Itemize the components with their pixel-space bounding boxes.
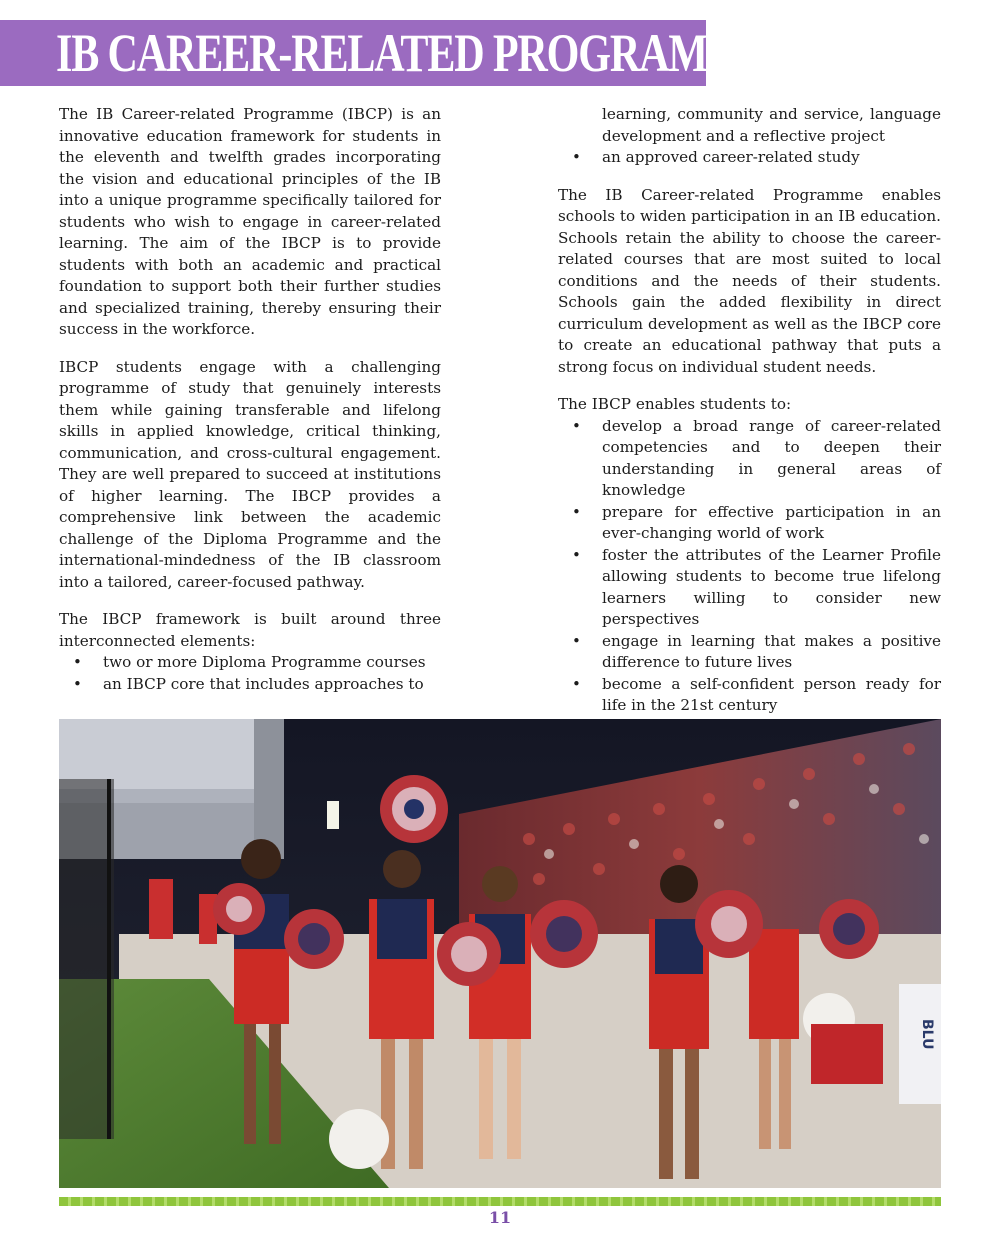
list-item: • an approved career-related study (558, 147, 941, 169)
framework-list-continued (558, 147, 941, 169)
footer-divider (59, 1197, 941, 1206)
list-item: • become a self-confident person ready for life in the 21st century (558, 674, 941, 717)
cheerleaders-photo (59, 719, 941, 1188)
list-item: • engage in learning that makes a positive difference to future lives (558, 631, 941, 674)
framework-paragraph: The IBCP framework is built around three interconnected elements: (59, 610, 441, 650)
banner-text: BLU (919, 1019, 935, 1050)
page-number: 11 (488, 1208, 512, 1227)
list-item: • foster the attributes of the Learner Profile allowing students to become true lifelong learners willing to consider new perspectives (558, 545, 941, 631)
list-item: • prepare for effective participation in an ever-changing world of work (558, 502, 941, 545)
enables-paragraph: The IBCP enables students to: (558, 395, 792, 413)
list-item: • an IBCP core that includes approaches to (59, 674, 441, 696)
list-item-continuation: learning, community and service, language development and a reflective project (602, 105, 941, 145)
intro-paragraph: The IB Career-related Programme (IBCP) is an innovative education framework for students in the eleventh and twelfth grades incorporating the vision and educational principles of the IB into a unique programme specifically tailored for students who wish to engage in career-related learning. The aim of the IBCP is to provide students with both an academic and practical foundation to support both their further studies and specialized training, thereby ensuring their success in the workforce. (59, 105, 441, 338)
cheerleaders-illustration (59, 719, 941, 1188)
left-column (59, 104, 441, 711)
right-column (558, 104, 941, 733)
students-paragraph: IBCP students engage with a challenging programme of study that genuinely interests them while gaining transferable and lifelong skills in applied knowledge, critical thinking, communication, and cross-cultural engagement. They are well prepared to succeed at institutions of higher learning. The IBCP provides a comprehensive link between the academic challenge of the Diploma Programme and the international-mindedness of the IB classroom into a tailored, career-focused pathway. (59, 357, 441, 591)
enables-list (558, 416, 941, 717)
list-item: • two or more Diploma Programme courses (59, 652, 441, 674)
list-item: • develop a broad range of career-related competencies and to deepen their understanding in general areas of knowledge (558, 416, 941, 502)
page-title: IB CAREER-RELATED PROGRAMME (56, 23, 773, 83)
framework-list (59, 652, 441, 695)
schools-paragraph: The IB Career-related Programme enables schools to widen participation in an IB education. Schools retain the ability to choose the career-related courses that are most suited to local conditions and the needs of their students. Schools gain the added flexibility in direct curriculum development as well as the IBCP core to create an educational pathway that puts a strong focus on individual student needs. (558, 185, 941, 376)
